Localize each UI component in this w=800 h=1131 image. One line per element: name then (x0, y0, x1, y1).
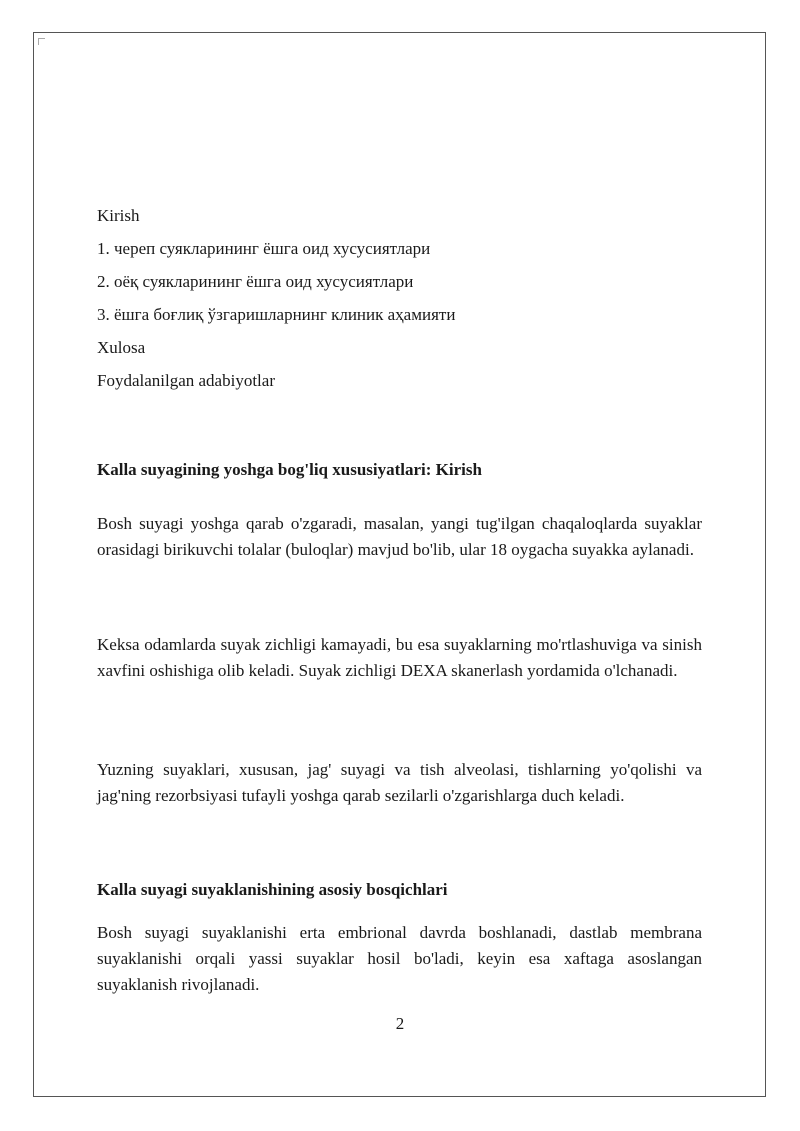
toc-item-conclusion: Xulosa (97, 338, 146, 357)
toc-item-skull-bones: 1. череп суякларининг ёшга оид хусусиятлари (97, 239, 431, 258)
section-heading: Kalla suyagi suyaklanishining asosiy bosqichlari (97, 880, 448, 899)
toc-item-references: Foydalanilgan adabiyotlar (97, 371, 275, 390)
toc-item-clinical-significance: 3. ёшга боғлиқ ўзгаришларнинг клиник аҳамияти (97, 305, 456, 324)
table-of-contents (97, 199, 702, 397)
paragraph: Yuzning suyaklari, xususan, jag' suyagi va tish alveolasi, tishlarning yo'qolishi va jag'ning rezorbsiyasi tufayli yoshga qarab sezilarli o'zgarishlarga duch keladi. (97, 760, 702, 805)
paragraph: Bosh suyagi suyaklanishi erta embrional davrda boshlanadi, dastlab membrana suyaklanishi orqali yassi suyaklar hosil bo'ladi, keyin esa xaftaga asoslangan suyaklanish rivojlanadi. (97, 923, 702, 994)
page-number: 2 (395, 1014, 405, 1033)
paragraph: Keksa odamlarda suyak zichligi kamayadi, bu esa suyaklarning mo'rtlashuviga va sinish xavfini oshishiga olib keladi. Suyak zichligi DEXA skanerlash yordamida o'lchanadi. (97, 635, 702, 680)
toc-item-introduction: Kirish (97, 206, 140, 225)
paragraph: Bosh suyagi yoshga qarab o'zgaradi, masalan, yangi tug'ilgan chaqaloqlarda suyaklar orasidagi birikuvchi tolalar (buloqlar) mavjud bo'lib, ular 18 oygacha suyakka aylanadi. (97, 514, 702, 559)
text-boundary-mark (38, 38, 45, 45)
section-heading: Kalla suyagining yoshga bog'liq xususiyatlari: Kirish (97, 460, 482, 479)
toc-item-leg-bones: 2. оёқ суякларининг ёшга оид хусусиятлари (97, 272, 414, 291)
